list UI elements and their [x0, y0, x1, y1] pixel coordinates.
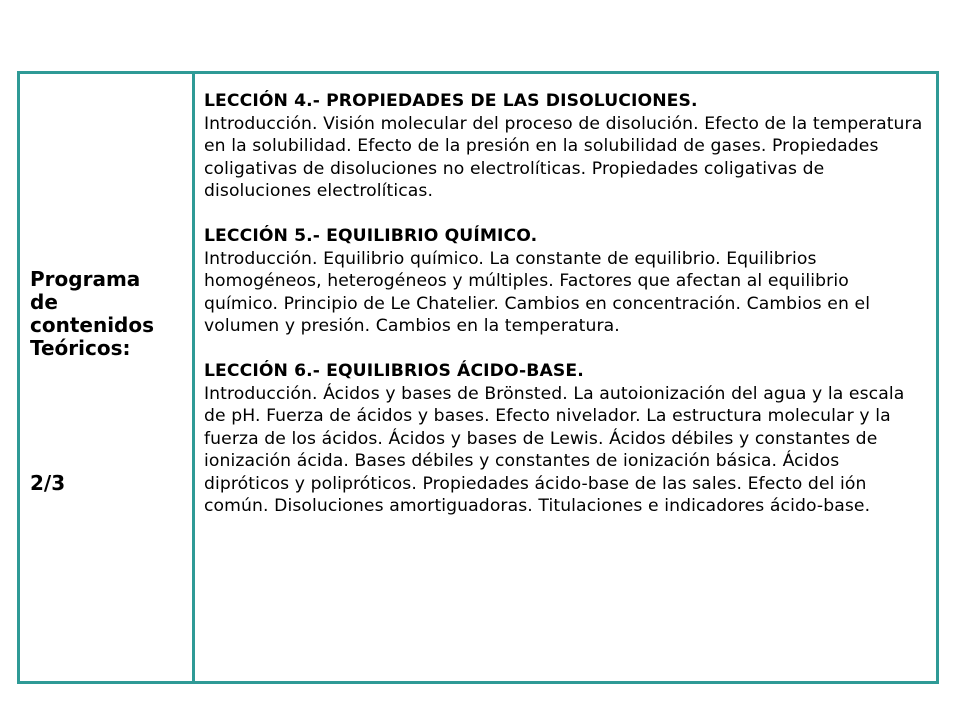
lessons-cell — [195, 74, 936, 681]
section-title-line: Programa — [30, 267, 141, 291]
section-title-line: contenidos — [30, 313, 155, 337]
lesson-title: LECCIÓN 4.- PROPIEDADES DE LAS DISOLUCIONES. — [204, 91, 698, 111]
lesson-body: Introducción. Visión molecular del proceso de disolución. Efecto de la temperatura en la solubilidad. Efecto de la presión en la solubilidad de gases. Propiedades coligativas de disoluciones no electrolíticas. Propiedades coligativas de disoluciones electrolíticas. — [204, 113, 923, 201]
lesson-title: LECCIÓN 6.- EQUILIBRIOS ÁCIDO-BASE. — [204, 361, 584, 381]
section-label-cell — [20, 74, 195, 681]
syllabus-table — [17, 71, 939, 684]
lesson-6 — [204, 360, 926, 518]
section-title-line: Teóricos: — [30, 336, 131, 360]
lesson-4 — [204, 90, 926, 203]
lesson-body: Introducción. Ácidos y bases de Brönsted. La autoionización del agua y la escala de pH. Fuerza de ácidos y bases. Efecto nivelador. La estructura molecular y la fuerza de los ácidos. Ácidos y bases de Lewis. Ácidos débiles y constantes de ionización ácida. Bases débiles y constantes de ionización básica. Ácidos dipróticos y polipróticos. Propiedades ácido-base de las sales. Efecto del ión común. Disoluciones amortiguadoras. Titulaciones e indicadores ácido-base. — [204, 383, 905, 516]
section-title — [30, 268, 195, 360]
lesson-5 — [204, 225, 926, 338]
lesson-body: Introducción. Equilibrio químico. La constante de equilibrio. Equilibrios homogéneos, heterogéneos y múltiples. Factores que afectan al equilibrio químico. Principio de Le Chatelier. Cambios en concentración. Cambios en el volumen y presión. Cambios en la temperatura. — [204, 248, 871, 336]
lesson-title: LECCIÓN 5.- EQUILIBRIO QUÍMICO. — [204, 226, 538, 246]
page-indicator: 2/3 — [30, 471, 66, 495]
section-title-line: de — [30, 290, 58, 314]
